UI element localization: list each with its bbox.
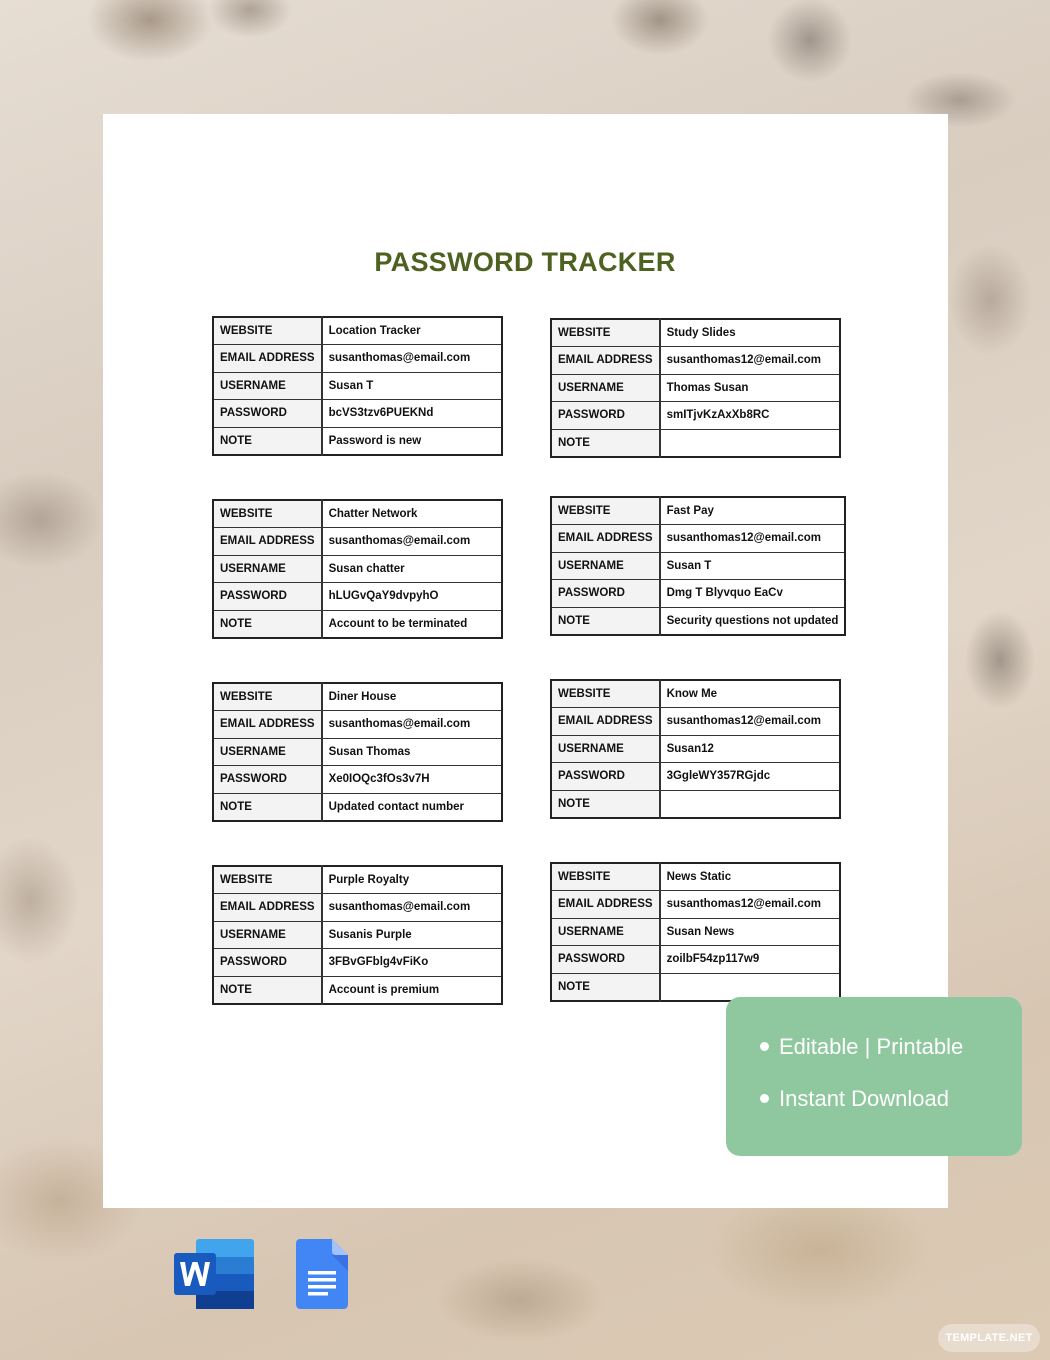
table-row	[213, 921, 502, 949]
website-value: Purple Royalty	[322, 866, 502, 894]
username-label: USERNAME	[213, 738, 322, 766]
website-value: Know Me	[660, 680, 840, 708]
table-row	[551, 319, 840, 347]
password-value: Dmg T Blyvquo EaCv	[660, 580, 846, 608]
note-value: Account is premium	[322, 976, 502, 1004]
website-label: WEBSITE	[213, 683, 322, 711]
table-row	[213, 555, 502, 583]
website-value: Study Slides	[660, 319, 840, 347]
email-value: susanthomas12@email.com	[660, 891, 840, 919]
password-label: PASSWORD	[213, 400, 322, 428]
email-label: EMAIL ADDRESS	[213, 894, 322, 922]
table-row	[213, 610, 502, 638]
password-entry-card	[212, 316, 503, 456]
username-label: USERNAME	[551, 374, 660, 402]
note-label: NOTE	[213, 793, 322, 821]
note-value: Updated contact number	[322, 793, 502, 821]
table-row	[551, 607, 845, 635]
table-row	[213, 683, 502, 711]
note-label: NOTE	[213, 427, 322, 455]
password-label: PASSWORD	[551, 946, 660, 974]
email-label: EMAIL ADDRESS	[551, 347, 660, 375]
table-row	[551, 525, 845, 553]
email-label: EMAIL ADDRESS	[551, 708, 660, 736]
feature-badge	[726, 997, 1022, 1156]
template-watermark: TEMPLATE.NET	[938, 1324, 1040, 1352]
password-entry-card	[212, 865, 503, 1005]
table-row	[213, 738, 502, 766]
password-value: hLUGvQaY9dvpyhO	[322, 583, 502, 611]
note-label: NOTE	[551, 429, 660, 457]
password-value: zoilbF54zp117w9	[660, 946, 840, 974]
email-label: EMAIL ADDRESS	[213, 345, 322, 373]
table-row	[213, 400, 502, 428]
website-label: WEBSITE	[213, 866, 322, 894]
password-value: 3GgleWY357RGjdc	[660, 763, 840, 791]
table-row	[213, 427, 502, 455]
table-row	[551, 680, 840, 708]
password-entry-card	[550, 318, 841, 458]
table-row	[551, 946, 840, 974]
password-value: bcVS3tzv6PUEKNd	[322, 400, 502, 428]
username-value: Susan T	[660, 552, 846, 580]
username-value: Susan T	[322, 372, 502, 400]
email-label: EMAIL ADDRESS	[551, 525, 660, 553]
table-row	[551, 763, 840, 791]
email-value: susanthomas12@email.com	[660, 708, 840, 736]
table-row	[551, 402, 840, 430]
password-value: 3FBvGFblg4vFiKo	[322, 949, 502, 977]
password-entry-card	[550, 496, 846, 636]
feature-editable-printable: Editable | Printable	[760, 1034, 963, 1060]
table-row	[213, 766, 502, 794]
email-value: susanthomas12@email.com	[660, 525, 846, 553]
table-row	[551, 497, 845, 525]
username-value: Susan chatter	[322, 555, 502, 583]
table-row	[551, 918, 840, 946]
website-value: Diner House	[322, 683, 502, 711]
note-value	[660, 429, 840, 457]
password-entry-card	[212, 499, 503, 639]
password-label: PASSWORD	[551, 763, 660, 791]
email-label: EMAIL ADDRESS	[551, 891, 660, 919]
website-label: WEBSITE	[213, 500, 322, 528]
username-label: USERNAME	[213, 372, 322, 400]
table-row	[551, 735, 840, 763]
password-label: PASSWORD	[213, 949, 322, 977]
table-row	[213, 793, 502, 821]
password-entry-card	[550, 679, 841, 819]
table-row	[213, 583, 502, 611]
note-label: NOTE	[551, 607, 660, 635]
password-label: PASSWORD	[213, 766, 322, 794]
note-label: NOTE	[551, 973, 660, 1001]
website-label: WEBSITE	[551, 319, 660, 347]
table-row	[213, 528, 502, 556]
table-row	[213, 500, 502, 528]
word-icon[interactable]	[174, 1239, 254, 1309]
table-row	[551, 429, 840, 457]
note-label: NOTE	[213, 976, 322, 1004]
password-value: Xe0IOQc3fOs3v7H	[322, 766, 502, 794]
username-label: USERNAME	[551, 918, 660, 946]
table-row	[551, 552, 845, 580]
password-entry-card	[212, 682, 503, 822]
website-value: News Static	[660, 863, 840, 891]
password-entry-card	[550, 862, 841, 1002]
email-label: EMAIL ADDRESS	[213, 711, 322, 739]
google-docs-icon[interactable]	[296, 1239, 348, 1309]
website-label: WEBSITE	[551, 863, 660, 891]
username-value: Susan News	[660, 918, 840, 946]
password-label: PASSWORD	[551, 580, 660, 608]
username-label: USERNAME	[551, 552, 660, 580]
website-value: Fast Pay	[660, 497, 846, 525]
password-value: smITjvKzAxXb8RC	[660, 402, 840, 430]
website-label: WEBSITE	[213, 317, 322, 345]
email-value: susanthomas@email.com	[322, 711, 502, 739]
email-value: susanthomas@email.com	[322, 345, 502, 373]
email-value: susanthomas@email.com	[322, 528, 502, 556]
table-row	[213, 345, 502, 373]
website-value: Chatter Network	[322, 500, 502, 528]
username-label: USERNAME	[551, 735, 660, 763]
table-row	[213, 372, 502, 400]
username-value: Susanis Purple	[322, 921, 502, 949]
table-row	[213, 317, 502, 345]
username-label: USERNAME	[213, 921, 322, 949]
note-label: NOTE	[551, 790, 660, 818]
feature-instant-download: Instant Download	[760, 1086, 949, 1112]
password-label: PASSWORD	[551, 402, 660, 430]
table-row	[551, 374, 840, 402]
username-value: Susan Thomas	[322, 738, 502, 766]
table-row	[551, 891, 840, 919]
email-label: EMAIL ADDRESS	[213, 528, 322, 556]
table-row	[213, 976, 502, 1004]
note-value: Account to be terminated	[322, 610, 502, 638]
email-value: susanthomas12@email.com	[660, 347, 840, 375]
note-value: Password is new	[322, 427, 502, 455]
table-row	[551, 790, 840, 818]
password-label: PASSWORD	[213, 583, 322, 611]
table-row	[213, 866, 502, 894]
table-row	[551, 347, 840, 375]
note-value: Security questions not updated	[660, 607, 846, 635]
username-label: USERNAME	[213, 555, 322, 583]
table-row	[213, 894, 502, 922]
website-value: Location Tracker	[322, 317, 502, 345]
page-title: PASSWORD TRACKER	[374, 247, 676, 277]
username-value: Susan12	[660, 735, 840, 763]
table-row	[551, 863, 840, 891]
table-row	[213, 711, 502, 739]
table-row	[213, 949, 502, 977]
table-row	[551, 580, 845, 608]
website-label: WEBSITE	[551, 680, 660, 708]
username-value: Thomas Susan	[660, 374, 840, 402]
website-label: WEBSITE	[551, 497, 660, 525]
email-value: susanthomas@email.com	[322, 894, 502, 922]
note-value	[660, 790, 840, 818]
note-label: NOTE	[213, 610, 322, 638]
table-row	[551, 708, 840, 736]
